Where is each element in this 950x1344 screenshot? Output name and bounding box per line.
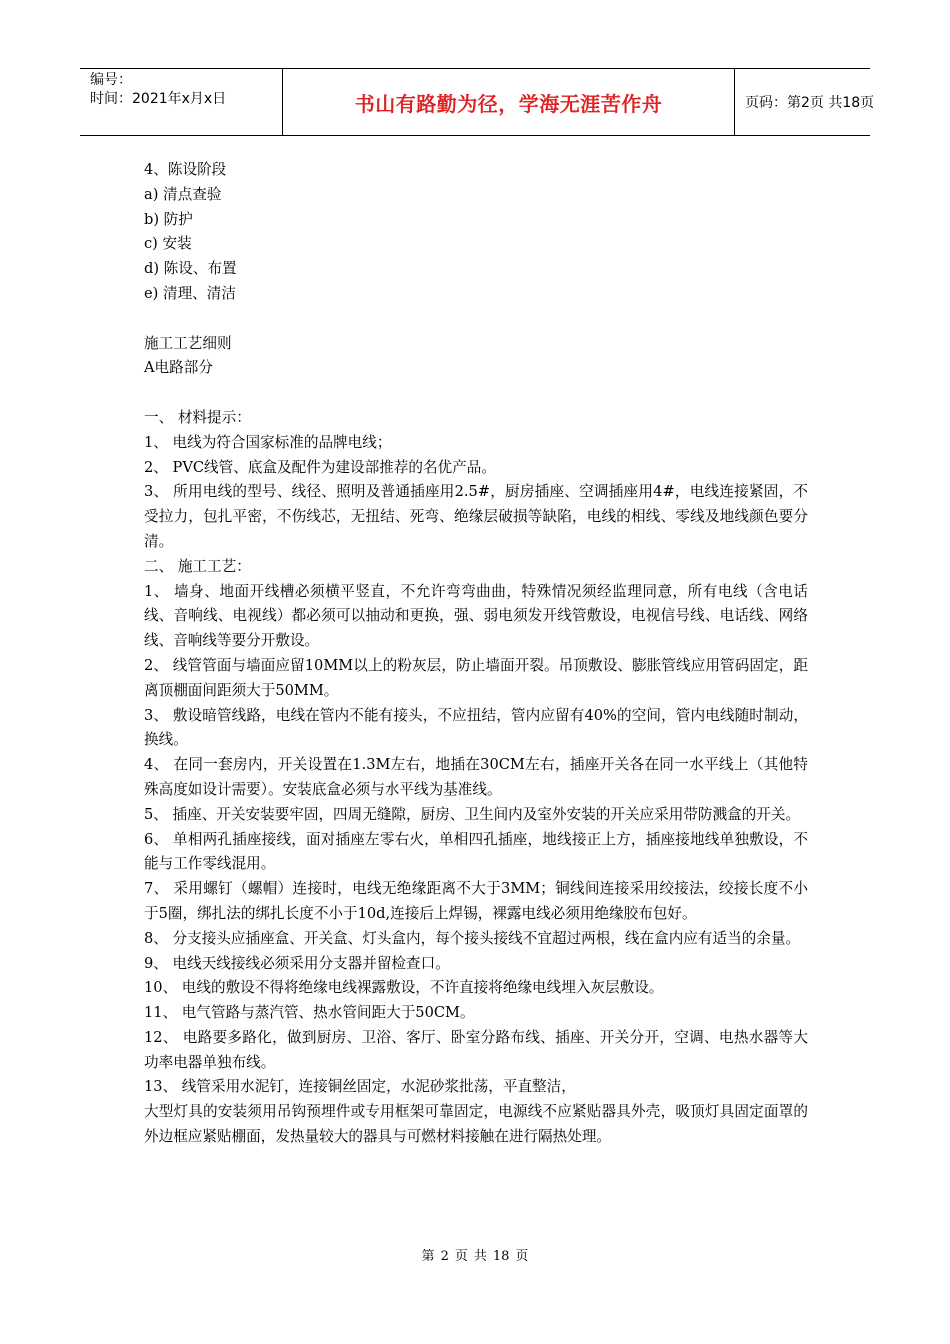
- process-closing: 大型灯具的安装须用吊钩预埋件或专用框架可靠固定，电源线不应紧贴器具外壳，吸顶灯具固定面罩的外边框应紧贴棚面，发热量较大的器具与可燃材料接触在进行隔热处理。: [144, 1103, 808, 1146]
- materials-item: 3、 所用电线的型号、线径、照明及普通插座用2.5#，厨房插座、空调插座用4#，电线连接紧固，不受拉力，包扎平密，不伤线芯，无扭结、死弯、绝缘层破损等缺陷，电线的相线、零线及地线颜色要分清。: [144, 483, 808, 550]
- section-title: 施工工艺细则: [144, 334, 232, 352]
- process-item: 8、 分支接头应插座盒、开关盒、灯头盒内，每个接头接线不宜超过两根，线在盒内应有适当的余量。: [144, 929, 801, 947]
- footer-word: 第: [421, 1249, 435, 1264]
- process-item: 7、 采用螺钉（螺帽）连接时，电线无绝缘距离不大于3MM；铜线间连接采用绞接法，绞接长度不小于5圈，绑扎法的绑扎长度不小于10d,连接后上焊锡，裸露电线必须用绝缘胶布包好。: [144, 880, 808, 922]
- process-item: 6、 单相两孔插座接线，面对插座左零右火，单相四孔插座，地线接正上方，插座接地线单独敷设，不能与工作零线混用。: [144, 830, 808, 873]
- header-info-cell: [80, 69, 283, 135]
- footer-page-current: 2: [440, 1249, 449, 1264]
- footer-word: 页: [454, 1249, 468, 1264]
- header-motto-cell: [283, 69, 735, 135]
- process-item: 2、 线管管面与墙面应留10MM以上的粉灰层，防止墙面开裂。吊顶敷设、膨胀管线应用管码固定，距离顶棚面间距须大于50MM。: [144, 656, 808, 699]
- footer-page-total: 18: [492, 1249, 510, 1264]
- materials-heading: 一、 材料提示：: [144, 408, 251, 426]
- process-item: 13、 线管采用水泥钉，连接铜丝固定，水泥砂浆批荡，平直整洁，: [144, 1078, 576, 1096]
- document-body: [144, 158, 808, 1150]
- spacer: [144, 307, 808, 332]
- document-date-label: 时间：2021年x月x日: [90, 91, 227, 107]
- spacer: [144, 381, 808, 406]
- header-motto: 书山有路勤为径，学海无涯苦作舟: [354, 91, 663, 116]
- document-number-label: 编号：: [90, 72, 132, 88]
- process-item: 5、 插座、开关安装要牢固，四周无缝隙，厨房、卫生间内及室外安装的开关应采用带防溅盒的开关。: [144, 805, 801, 823]
- process-item: 9、 电线天线接线必须采用分支器并留检查口。: [144, 954, 450, 972]
- footer-word: 页: [515, 1249, 529, 1264]
- process-item: 10、 电线的敷设不得将绝缘电线裸露敷设，不许直接将绝缘电线埋入灰层敷设。: [144, 979, 664, 997]
- stage-title: 4、陈设阶段: [144, 161, 227, 178]
- section-subtitle: A电路部分: [144, 359, 213, 377]
- page-footer: [0, 1245, 950, 1264]
- stage-item: b) 防护: [144, 210, 193, 228]
- header-page-cell: [735, 69, 875, 135]
- process-item: 3、 敷设暗管线路，电线在管内不能有接头，不应扭结，管内应留有40%的空间，管内电线随时制动，换线。: [144, 706, 808, 749]
- footer-word: 共: [473, 1249, 487, 1264]
- document-header: [80, 68, 875, 136]
- materials-item: 1、 电线为符合国家标准的品牌电线；: [144, 433, 392, 451]
- process-heading: 二、 施工工艺：: [144, 557, 251, 575]
- stage-item: e) 清理、清洁: [144, 284, 236, 302]
- stage-item: c) 安装: [144, 235, 192, 253]
- process-item: 11、 电气管路与蒸汽管、热水管间距大于50CM。: [144, 1004, 475, 1022]
- process-item: 1、 墙身、地面开线槽必须横平竖直，不允许弯弯曲曲，特殊情况须经监理同意，所有电线（含电话线、音响线、电视线）都必须可以抽动和更换，强、弱电须发开线管敷设，电视信号线、电话线、网络线、音响线等要分开敷设。: [144, 582, 808, 650]
- process-item: 12、 电路要多路化，做到厨房、卫浴、客厅、卧室分路布线、插座、开关分开，空调、电热水器等大功率电器单独布线。: [144, 1028, 808, 1071]
- stage-item: d) 陈设、布置: [144, 260, 237, 278]
- stage-item: a) 清点查验: [144, 185, 222, 203]
- process-item: 4、 在同一套房内，开关设置在1.3M左右，地插在30CM左右，插座开关各在同一水平线上（其他特殊高度如设计需要）。安装底盒必须与水平线为基准线。: [144, 756, 808, 798]
- materials-item: 2、 PVC线管、底盒及配件为建设部推荐的名优产品。: [144, 458, 496, 476]
- header-page-label: 页码：第2页 共18页: [745, 95, 875, 111]
